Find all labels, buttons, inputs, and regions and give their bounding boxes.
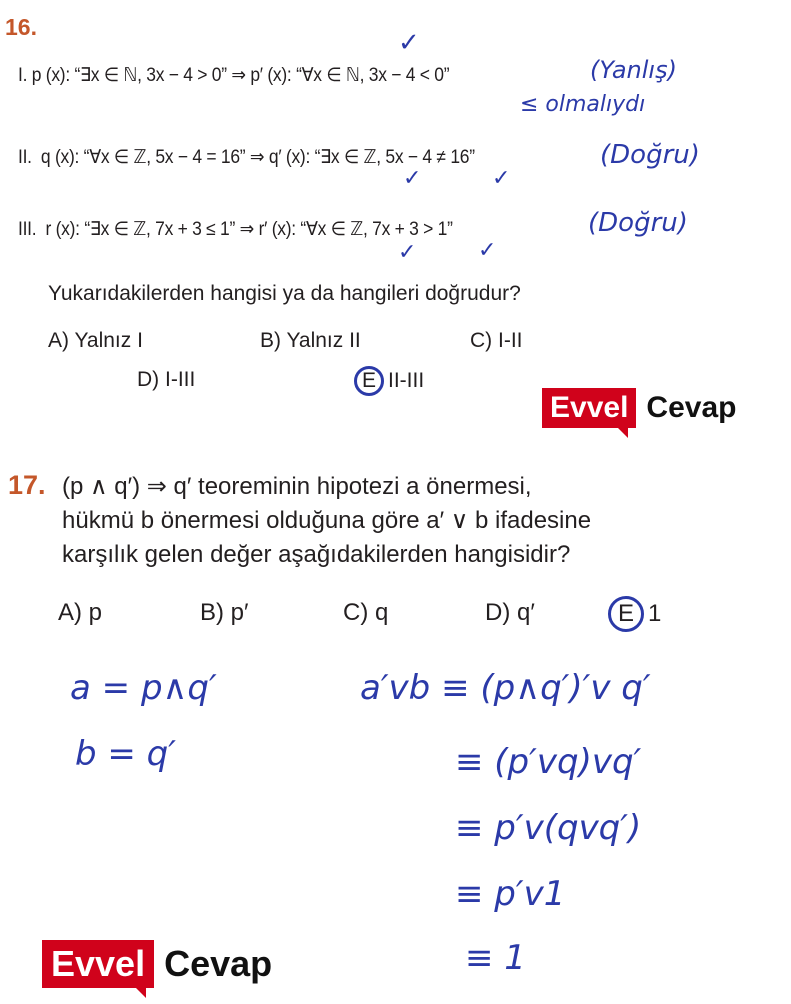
logo-red-part: Evvel bbox=[542, 388, 636, 428]
answer-circle: E bbox=[608, 596, 644, 632]
option-e-selected[interactable] bbox=[354, 366, 424, 396]
note-wrong: (Yanlış) bbox=[590, 56, 677, 84]
logo-black-part: Cevap bbox=[164, 943, 273, 984]
option-d[interactable]: D) I-III bbox=[137, 368, 196, 391]
work-line: ≡ p′v1 bbox=[455, 874, 566, 914]
question-line: hükmü b önermesi olduğuna göre a′ ∨ b ifadesine bbox=[62, 507, 592, 534]
work-line: b = q′ bbox=[75, 734, 176, 774]
note-correct: (Doğru) bbox=[588, 208, 688, 238]
statement-3 bbox=[18, 218, 453, 241]
question-number-17: 17. bbox=[8, 470, 46, 500]
question-17-text bbox=[62, 470, 591, 572]
work-line: a′vb ≡ (p∧q′)′v q′ bbox=[360, 668, 651, 708]
work-line: a = p∧q′ bbox=[70, 668, 217, 708]
statement-text: r (x): “∃x ∈ ℤ, 7x + 3 ≤ 1” ⇒ r′ (x): “∀x ∈ ℤ, 7x + 3 > 1” bbox=[45, 219, 453, 240]
option-a[interactable]: A) Yalnız I bbox=[48, 329, 143, 352]
statement-label: III. bbox=[18, 219, 37, 240]
check-mark: ✓ bbox=[492, 166, 511, 191]
question-line: karşılık gelen değer aşağıdakilerden hangisidir? bbox=[62, 541, 571, 568]
option-text: II-III bbox=[388, 369, 425, 392]
question-number-16: 16. bbox=[5, 14, 37, 40]
statement-label: I. bbox=[18, 65, 28, 86]
option-e-selected[interactable] bbox=[608, 596, 661, 632]
evvelcevap-logo bbox=[542, 388, 736, 428]
option-c[interactable]: C) I-II bbox=[470, 329, 523, 352]
note-correction: ≤ olmalıydı bbox=[520, 92, 646, 117]
option-b[interactable]: B) p′ bbox=[200, 599, 249, 626]
option-text: 1 bbox=[648, 600, 662, 627]
option-b[interactable]: B) Yalnız II bbox=[260, 329, 361, 352]
answer-circle: E bbox=[354, 366, 384, 396]
work-line: ≡ (p′vq)vq′ bbox=[455, 742, 642, 782]
evvelcevap-logo bbox=[42, 940, 272, 988]
check-mark: ✓ bbox=[398, 28, 420, 58]
check-mark: ✓ bbox=[398, 240, 417, 265]
option-d[interactable]: D) q′ bbox=[485, 599, 535, 626]
statement-text: q (x): “∀x ∈ ℤ, 5x − 4 = 16” ⇒ q′ (x): “∃x ∈ ℤ, 5x − 4 ≠ 16” bbox=[40, 147, 475, 168]
work-line: ≡ p′v(qvq′) bbox=[455, 808, 642, 848]
check-mark: ✓ bbox=[403, 166, 422, 191]
statement-1 bbox=[18, 64, 449, 87]
note-correct: (Doğru) bbox=[600, 140, 700, 170]
question-16-prompt: Yukarıdakilerden hangisi ya da hangileri doğrudur? bbox=[48, 282, 521, 305]
logo-black-part: Cevap bbox=[646, 391, 737, 424]
statement-label: II. bbox=[18, 147, 32, 168]
question-line: (p ∧ q′) ⇒ q′ teoreminin hipotezi a önermesi, bbox=[62, 473, 532, 500]
logo-red-part: Evvel bbox=[42, 940, 154, 988]
work-line: ≡ 1 bbox=[465, 938, 526, 978]
check-mark: ✓ bbox=[478, 238, 497, 263]
statement-text: p (x): “∃x ∈ ℕ, 3x − 4 > 0” ⇒ p′ (x): “∀x ∈ ℕ, 3x − 4 < 0” bbox=[31, 65, 450, 86]
option-a[interactable]: A) p bbox=[58, 599, 103, 626]
option-c[interactable]: C) q bbox=[343, 599, 389, 626]
